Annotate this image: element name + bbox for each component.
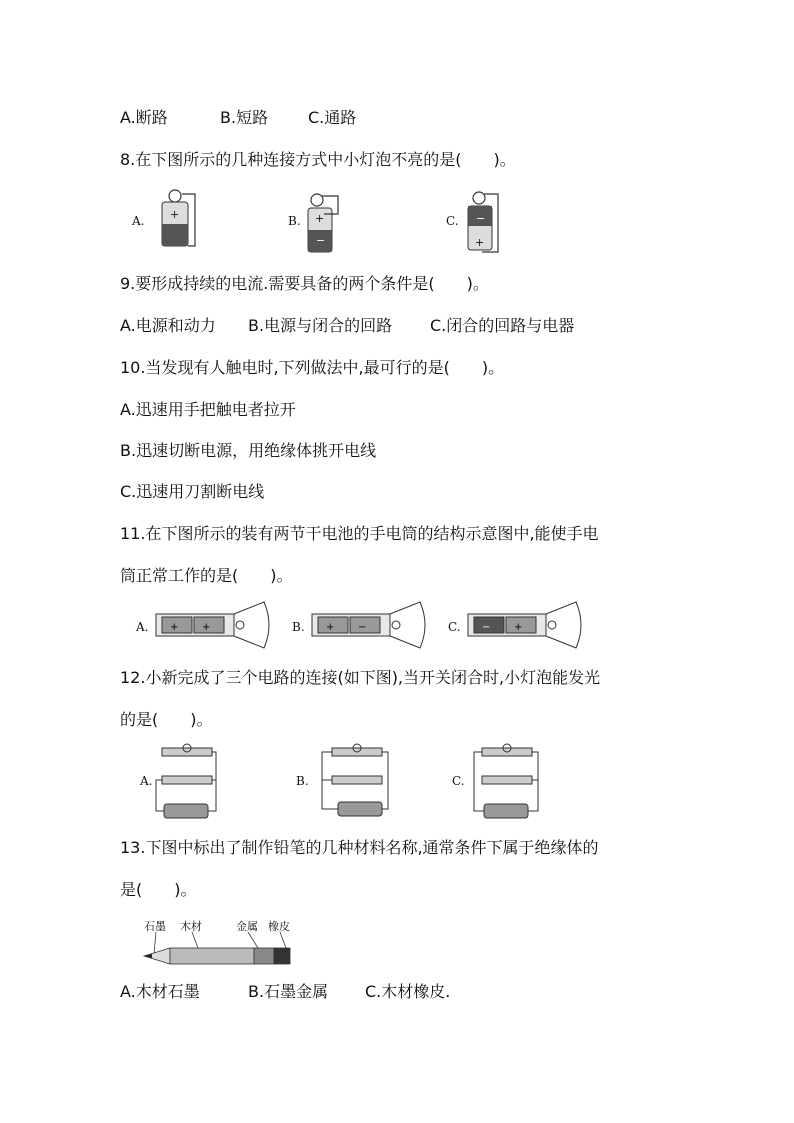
q11-figure <box>130 600 570 652</box>
q13-option-a[interactable]: A.木材石墨 <box>120 982 200 1001</box>
q8-battery-b <box>302 186 382 256</box>
q10-stem: 10.当发现有人触电时,下列做法中,最可行的是( )。 <box>120 358 505 377</box>
svg-text:+: + <box>202 622 211 633</box>
q12-label-c: C. <box>452 774 465 788</box>
q8-label-c: C. <box>446 214 459 228</box>
q11-stem-line2: 筒正常工作的是( )。 <box>120 566 293 585</box>
q7-option-a[interactable]: A.断路 <box>120 108 168 127</box>
q10-option-a[interactable]: A.迅速用手把触电者拉开 <box>120 400 296 419</box>
svg-text:+: + <box>326 622 335 633</box>
q11-flashlight-c <box>464 600 584 652</box>
pencil-label-graphite: 石墨 <box>144 920 166 933</box>
q13-stem-line1: 13.下图中标出了制作铅笔的几种材料名称,通常条件下属于绝缘体的 <box>120 838 599 857</box>
svg-text:+: + <box>170 622 179 633</box>
q12-circuit-c <box>470 742 550 822</box>
q9-option-a[interactable]: A.电源和动力 <box>120 316 216 335</box>
svg-text:−: − <box>358 622 367 633</box>
svg-text:+: + <box>475 236 485 249</box>
svg-text:+: + <box>170 208 180 221</box>
svg-text:−: − <box>482 622 491 633</box>
q11-stem-line1: 11.在下图所示的装有两节干电池的手电筒的结构示意图中,能使手电 <box>120 524 599 543</box>
q13-option-c[interactable]: C.木材橡皮. <box>365 982 451 1001</box>
q12-circuit-b <box>318 742 398 822</box>
q9-option-b[interactable]: B.电源与闭合的回路 <box>248 316 393 335</box>
q13-stem-line2: 是( )。 <box>120 880 197 899</box>
pencil-label-eraser: 橡皮 <box>268 920 290 933</box>
pencil-label-metal: 金属 <box>236 920 258 933</box>
q7-option-c[interactable]: C.通路 <box>308 108 357 127</box>
q9-options <box>120 316 574 336</box>
q8-battery-c <box>462 186 542 256</box>
q10-option-b[interactable]: B.迅速切断电源，用绝缘体挑开电线 <box>120 441 377 460</box>
q12-stem-line2: 的是( )。 <box>120 710 213 729</box>
q8-figure <box>130 186 530 256</box>
q8-label-a: A. <box>132 214 145 228</box>
q10-option-c[interactable]: C.迅速用刀割断电线 <box>120 482 265 501</box>
q8-stem: 8.在下图所示的几种连接方式中小灯泡不亮的是( )。 <box>120 150 516 169</box>
q7-option-b[interactable]: B.短路 <box>220 108 269 127</box>
q9-stem: 9.要形成持续的电流.需要具备的两个条件是( )。 <box>120 274 489 293</box>
q13-options <box>120 982 450 1002</box>
q13-option-b[interactable]: B.石墨金属 <box>248 982 329 1001</box>
q7-options <box>120 108 356 128</box>
q12-label-a: A. <box>140 774 153 788</box>
q9-option-c[interactable]: C.闭合的回路与电器 <box>430 316 575 335</box>
q12-figure <box>130 742 550 822</box>
q11-label-b: B. <box>292 620 305 634</box>
q11-label-c: C. <box>448 620 461 634</box>
q11-label-a: A. <box>136 620 149 634</box>
pencil-label-wood: 木材 <box>180 920 202 933</box>
svg-text:−: − <box>316 234 326 247</box>
q12-stem-line1: 12.小新完成了三个电路的连接(如下图),当开关闭合时,小灯泡能发光 <box>120 668 601 687</box>
q12-label-b: B. <box>296 774 309 788</box>
svg-text:+: + <box>514 622 523 633</box>
q13-pencil-figure <box>140 914 310 968</box>
svg-text:+: + <box>315 212 325 225</box>
q8-label-b: B. <box>288 214 301 228</box>
pencil-drawing <box>140 914 310 968</box>
q12-circuit-a <box>154 742 234 822</box>
q8-battery-a <box>150 186 230 256</box>
q11-flashlight-a <box>152 600 272 652</box>
svg-text:−: − <box>476 212 486 225</box>
q11-flashlight-b <box>308 600 428 652</box>
